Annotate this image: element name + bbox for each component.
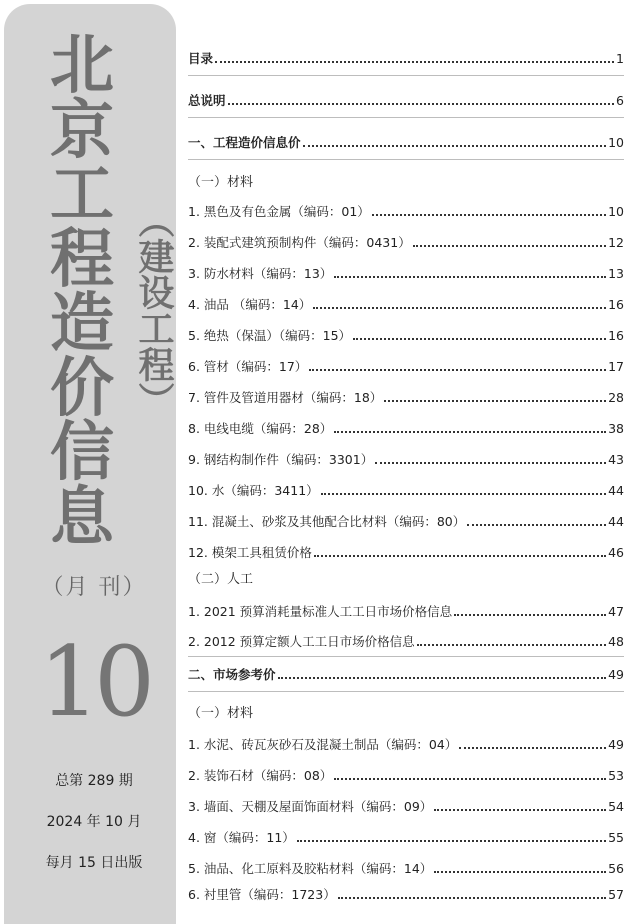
divider [188,117,624,118]
divider [188,691,624,692]
dot-leader [434,871,606,873]
toc-entry-title: 10. 水（编码：3411） [188,483,319,498]
dot-leader [467,524,606,526]
dot-leader [434,809,606,811]
toc-entry-page: 10 [608,135,624,150]
toc-entry-title: 2. 装配式建筑预制构件（编码：0431） [188,235,411,250]
dot-leader [338,897,606,899]
toc-entry[interactable] [188,355,624,375]
toc-entry-title: 5. 油品、化工原料及胶粘材料（编码：14） [188,861,433,876]
toc-entry-page: 48 [608,634,624,649]
toc-entry-title: 总说明 [188,93,226,108]
toc-entry-page: 53 [608,768,624,783]
toc-entry[interactable] [188,231,624,251]
toc-entry-page: 49 [608,667,624,682]
publication-frequency: （月 刊） [41,575,147,600]
toc-entry[interactable] [188,733,624,753]
journal-subtitle: （建设工程） [133,202,175,418]
toc-entry-page: 12 [608,235,624,250]
toc-entry[interactable] [188,857,624,877]
toc-entry-title: 7. 管件及管道用器材（编码：18） [188,390,383,405]
toc-entry[interactable] [188,795,624,815]
toc-entry-title: 6. 衬里管（编码：1723） [188,887,336,902]
toc-entry[interactable] [188,826,624,846]
toc-entry-page: 44 [608,483,624,498]
toc-entry[interactable] [188,293,624,313]
toc-entry[interactable] [188,883,624,903]
toc-entry-title: 1. 2021 预算消耗量标准人工工日市场价格信息 [188,604,453,619]
divider [188,75,624,76]
dot-leader [334,778,606,780]
dot-leader [353,338,606,340]
toc-entry[interactable] [188,324,624,344]
toc-entry[interactable] [188,448,624,468]
toc-entry-page: 16 [608,328,624,343]
dot-leader [413,245,606,247]
toc-entry-page: 47 [608,604,624,619]
toc-entry-title: 8. 电线电缆（编码：28） [188,421,333,436]
dot-leader [228,103,615,105]
divider [188,159,624,160]
subsection-heading-labor: （二）人工 [188,572,254,587]
dot-leader [372,214,606,216]
toc-entry-title: 3. 防水材料（编码：13） [188,266,333,281]
issue-date: 2024 年 10 月 [46,814,142,830]
toc-entry[interactable] [188,479,624,499]
toc-entry-page: 49 [608,737,624,752]
toc-entry-title: 一、工程造价信息价 [188,135,301,150]
dot-leader [459,747,606,749]
issue-number: 10 [38,626,150,738]
toc-entry-page: 13 [608,266,624,281]
toc-entry-title: 6. 管材（编码：17） [188,359,308,374]
dot-leader [215,61,614,63]
dot-leader [309,369,606,371]
toc-entry-general-notes[interactable] [188,89,624,109]
cover-sidebar [4,4,176,924]
dot-leader [321,493,606,495]
toc-entry-section-1[interactable] [188,131,624,151]
subsection-heading-materials: （一）材料 [188,175,254,190]
dot-leader [303,145,607,147]
dot-leader [278,677,607,679]
toc-entry[interactable] [188,200,624,220]
dot-leader [297,840,606,842]
toc-entry-title: 2. 装饰石材（编码：08） [188,768,333,783]
toc-entry-page: 6 [616,93,624,108]
dot-leader [314,555,606,557]
toc-entry-page: 10 [608,204,624,219]
toc-entry[interactable] [188,262,624,282]
dot-leader [334,431,606,433]
dot-leader [384,400,606,402]
toc-entry-title: 二、市场参考价 [188,667,276,682]
toc-entry-contents[interactable] [188,47,624,67]
toc-entry-title: 1. 黑色及有色金属（编码：01） [188,204,370,219]
journal-title: 北京工程造价信息 [50,28,114,555]
dot-leader [454,614,606,616]
dot-leader [313,307,606,309]
toc-entry[interactable] [188,510,624,530]
toc-entry[interactable] [188,764,624,784]
toc-entry[interactable] [188,417,624,437]
toc-entry[interactable] [188,600,624,620]
toc-entry-page: 16 [608,297,624,312]
toc-entry-page: 46 [608,545,624,560]
toc-entry-title: 目录 [188,51,214,66]
toc-entry-title: 12. 模架工具租赁价格 [188,545,312,560]
toc-entry-title: 9. 钢结构制作件（编码：3301） [188,452,374,467]
toc-entry-page: 1 [616,51,624,66]
divider [188,656,624,657]
toc-entry-title: 1. 水泥、砖瓦灰砂石及混凝土制品（编码：04） [188,737,458,752]
toc-entry-page: 17 [608,359,624,374]
toc-entry-title: 5. 绝热（保温）（编码：15） [188,328,352,343]
dot-leader [417,644,606,646]
toc-entry-title: 3. 墙面、天棚及屋面饰面材料（编码：09） [188,799,433,814]
toc-entry-page: 28 [608,390,624,405]
dot-leader [375,462,606,464]
toc-entry-page: 55 [608,830,624,845]
toc-entry-page: 38 [608,421,624,436]
toc-entry-page: 56 [608,861,624,876]
toc-entry-page: 43 [608,452,624,467]
toc-entry-page: 44 [608,514,624,529]
toc-entry-page: 54 [608,799,624,814]
dot-leader [334,276,606,278]
toc-entry-section-2[interactable] [188,663,624,683]
toc-entry-title: 4. 窗（编码：11） [188,830,295,845]
toc-entry[interactable] [188,630,624,650]
toc-entry-page: 57 [608,887,624,902]
toc-entry-title: 4. 油品 （编码：14） [188,297,312,312]
toc-entry-title: 2. 2012 预算定额人工工日市场价格信息 [188,634,415,649]
toc-entry-title: 11. 混凝土、砂浆及其他配合比材料（编码：80） [188,514,466,529]
publish-schedule: 每月 15 日出版 [45,855,143,871]
toc-entry[interactable] [188,386,624,406]
total-issue-label: 总第 289 期 [55,773,133,789]
subsection-heading-materials-2: （一）材料 [188,706,254,721]
toc-entry[interactable] [188,541,624,561]
